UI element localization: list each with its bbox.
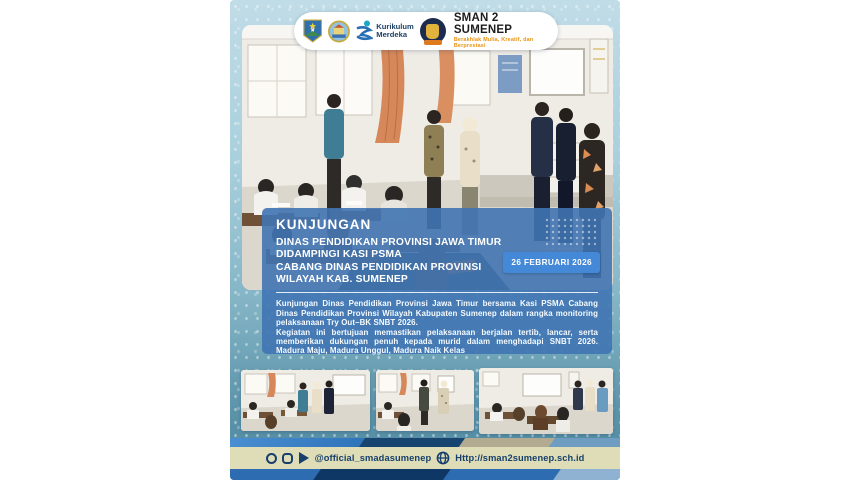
gallery-photo-3 (479, 368, 613, 434)
ribbon-stripe (230, 438, 620, 447)
gallery-photo-2 (376, 370, 474, 431)
school-logo-ribbon (424, 40, 442, 45)
ribbon-segment (230, 438, 365, 447)
school-logo-emblem (426, 24, 439, 39)
school-logo (420, 18, 446, 44)
headline-line-3: CABANG DINAS PENDIDIKAN PROVINSI (276, 261, 482, 273)
ribbon-segment (549, 438, 620, 447)
headline-line-4: WILAYAH KAB. SUMENEP (276, 274, 408, 286)
website-url: Http://sman2sumenep.sch.id (455, 453, 585, 463)
ribbon-segment (459, 438, 555, 447)
header-logo-bar (294, 12, 558, 50)
bottom-stripe-segment (443, 469, 561, 480)
instagram-icon (282, 453, 293, 464)
school-name: SMAN 2 SUMENEP (453, 12, 513, 36)
footer-bar (230, 447, 620, 469)
headline-line-1: DINAS PENDIDIKAN PROVINSI JAWA TIMUR (276, 237, 502, 248)
body-paragraph-2: Kegiatan ini bertujuan memastikan pelaksanaan berjalan tertib, lancar, serta memberikan dukungan penuh kepada murid dalam menghadapi SNBT 2026. Madura Maju, Madura Unggul, Madura Naik Kelas (276, 327, 598, 356)
sumenep-regency-crest-logo (328, 18, 350, 45)
info-panel (262, 208, 612, 354)
youtube-icon (299, 452, 309, 464)
circle-social-icon (266, 453, 277, 464)
dots-pattern-decoration (544, 217, 596, 249)
school-tagline: Berakhlak Mulia, Kreatif, dan Berprestasi (453, 37, 534, 49)
body-paragraph-1: Kunjungan Dinas Pendidikan Provinsi Jawa Timur bersama Kasi PSMA Cabang Dinas Pendidikan Provinsi Wilayah Kabupaten Sumenep dalam rangka monitoring pelaksanaan Try Out–BK SNBT 2026. (276, 299, 598, 328)
bottom-stripe (230, 469, 620, 480)
bottom-stripe-segment (553, 469, 620, 480)
bottom-stripe-segment (230, 469, 321, 480)
section-title: KUNJUNGAN (276, 217, 372, 232)
east-java-province-crest-logo (303, 17, 322, 45)
kurikulum-merdeka-logo (356, 20, 414, 42)
poster-card (230, 0, 620, 480)
ribbon-segment (359, 438, 465, 447)
date-badge: 26 FEBRUARI 2026 (503, 252, 600, 273)
gallery-photo-1 (241, 370, 370, 431)
social-handle: @official_smadasumenep (314, 453, 432, 463)
kurikulum-merdeka-line1: Kurikulum (376, 22, 414, 32)
kurikulum-merdeka-icon (356, 20, 373, 42)
headline-line-2: DIDAMPINGI KASI PSMA (276, 249, 402, 261)
gallery-photo-2-scene (376, 370, 474, 431)
gallery-photo-3-scene (479, 368, 613, 434)
bottom-stripe-segment (313, 469, 451, 480)
globe-icon (436, 451, 450, 465)
kurikulum-merdeka-line2: Merdeka (376, 30, 408, 39)
gallery-photo-1-scene (241, 370, 370, 431)
divider-line (276, 292, 598, 293)
